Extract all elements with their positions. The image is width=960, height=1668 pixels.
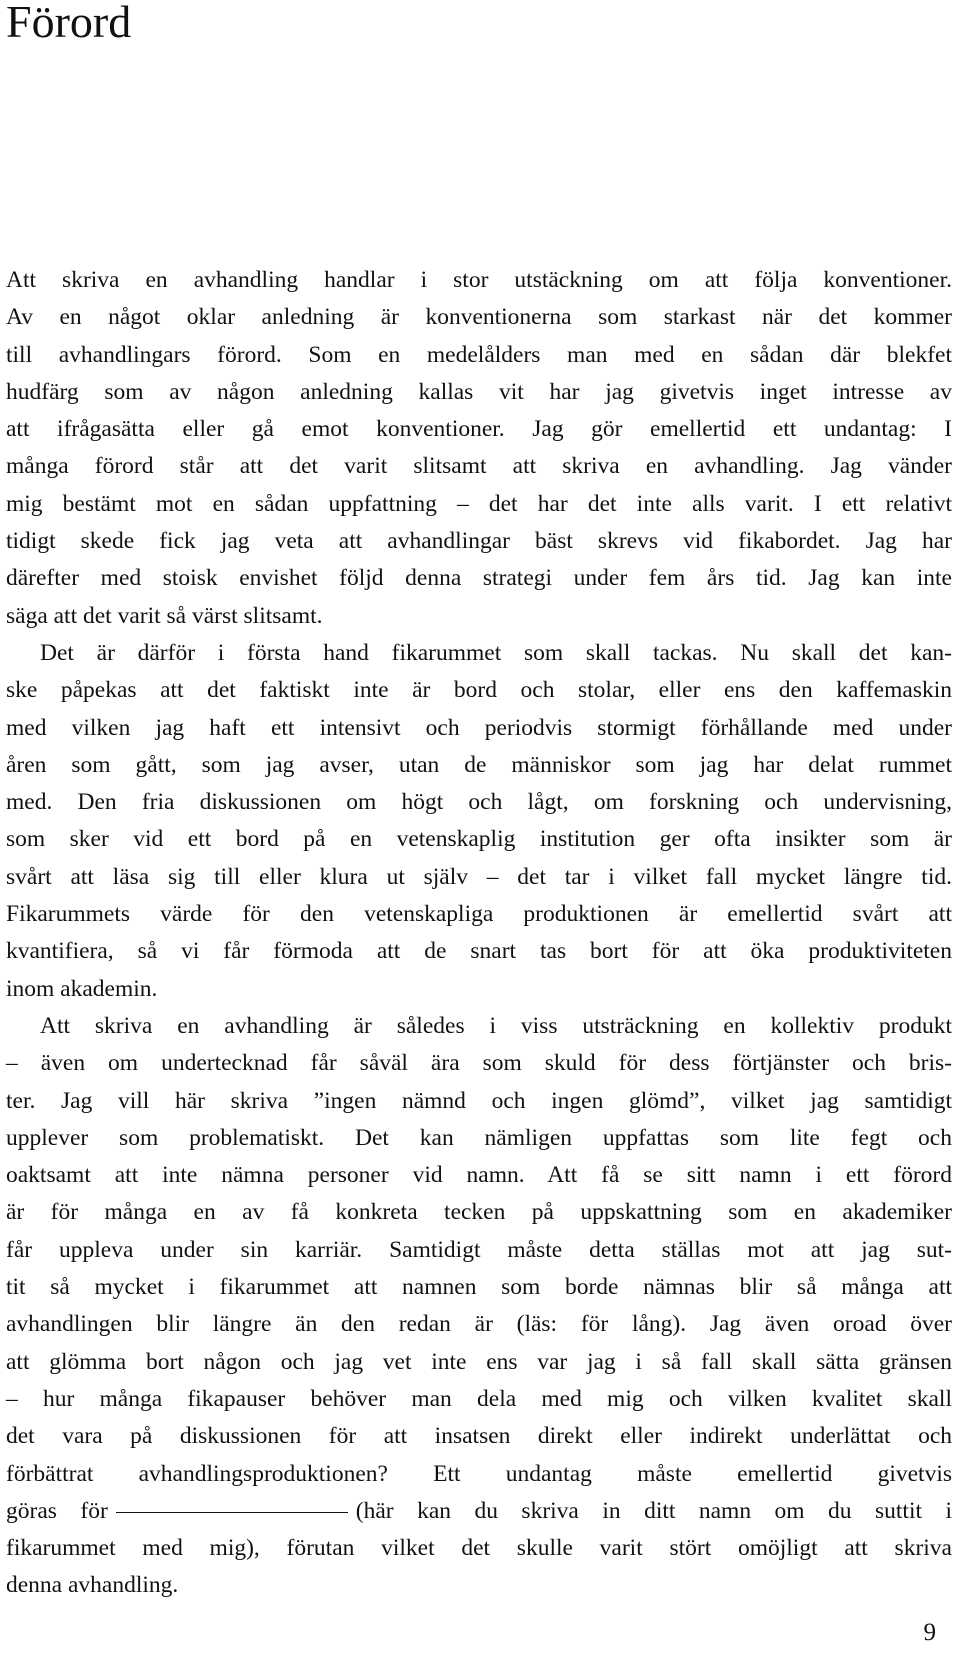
text-line: att glömma bort någon och jag vet inte ens var jag i så fall skall sätta gränsen (6, 1348, 952, 1375)
text-line: kvantifiera, så vi får förmoda att de snart tas bort för att öka produktiviteten (6, 938, 952, 965)
text-line: är för många en av få konkreta tecken på uppskattning som en akademiker (6, 1199, 952, 1226)
text-line: förbättrat avhandlingsproduktionen? Ett undantag måste emellertid givetvis (6, 1460, 952, 1487)
text-line: – hur många fikapauser behöver man dela med mig och vilken kvalitet skall (6, 1385, 952, 1412)
text-line: oaktsamt att inte nämna personer vid namn. Att få se sitt namn i ett förord (6, 1162, 952, 1189)
text-line: som sker vid ett bord på en vetenskaplig institution ger ofta insikter som är (6, 826, 952, 853)
text-line: säga att det varit så värst slitsamt. (6, 602, 323, 629)
paragraph-2 (6, 635, 952, 1008)
foreword-body (6, 262, 952, 1605)
text-line: hudfärg som av någon anledning kallas vit har jag givetvis inget intresse av (6, 378, 952, 405)
page-title: Förord (6, 0, 132, 47)
blank-line-suffix: (här kan du skriva in ditt namn om du suttit i (355, 1497, 952, 1524)
text-line: – även om undertecknad får såväl ära som skuld för dess förtjänster och bris- (6, 1050, 952, 1077)
text-line: därefter med stoisk envishet följd denna strategi under fem års tid. Jag kan inte (6, 565, 952, 592)
text-line: inom akademin. (6, 975, 158, 1002)
text-line: till avhandlingars förord. Som en medelålders man med en sådan där blekfet (6, 341, 952, 368)
paragraph-1 (6, 262, 952, 635)
text-line: Det är därför i första hand fikarummet som skall tackas. Nu skall det kan- (40, 639, 952, 666)
text-line: svårt att läsa sig till eller klura ut själv – det tar i vilket fall mycket längre tid. (6, 863, 952, 890)
text-line: tidigt skede fick jag veta att avhandlingar bäst skrevs vid fikabordet. Jag har (6, 528, 952, 555)
paragraph-3 (6, 1008, 952, 1605)
text-line: Att skriva en avhandling handlar i stor utstäckning om att följa konventioner. (6, 267, 952, 293)
text-line: denna avhandling. (6, 1572, 179, 1599)
text-line: ter. Jag vill här skriva ”ingen nämnd och ingen glömd”, vilket jag samtidigt (6, 1087, 952, 1114)
text-line: upplever som problematiskt. Det kan nämligen uppfattas som lite fegt och (6, 1124, 952, 1151)
text-line: många förord står att det varit slitsamt att skriva en avhandling. Jag vänder (6, 453, 952, 480)
name-fill-in-blank (116, 1511, 348, 1513)
text-line: tit så mycket i fikarummet att namnen som borde nämnas blir så många att (6, 1274, 952, 1301)
text-line: med. Den fria diskussionen om högt och lågt, om forskning och undervisning, (6, 789, 952, 816)
text-line: fikarummet med mig), förutan vilket det skulle varit stört omöjligt att skriva (6, 1535, 952, 1562)
text-line: med vilken jag haft ett intensivt och periodvis stormigt förhållande med under (6, 714, 952, 741)
text-line-with-blank (6, 1493, 952, 1530)
text-line: att ifrågasätta eller gå emot konventioner. Jag gör emellertid ett undantag: I (6, 416, 952, 443)
text-line: åren som gått, som jag avser, utan de människor som jag har delat rummet (6, 751, 952, 778)
text-line: det vara på diskussionen för att insatsen direkt eller indirekt underlättat och (6, 1423, 952, 1450)
blank-line-prefix: göras för (6, 1497, 108, 1524)
text-line: får uppleva under sin karriär. Samtidigt måste detta ställas mot att jag sut- (6, 1236, 952, 1263)
text-line: mig bestämt mot en sådan uppfattning – det har det inte alls varit. I ett relativt (6, 490, 952, 517)
text-line: Av en något oklar anledning är konventionerna som starkast när det kommer (6, 304, 952, 331)
text-line: Att skriva en avhandling är således i viss utsträckning en kollektiv produkt (40, 1012, 952, 1039)
text-line: ske påpekas att det faktiskt inte är bord och stolar, eller ens den kaffemaskin (6, 677, 952, 704)
text-line: avhandlingen blir längre än den redan är (läs: för lång). Jag även oroad över (6, 1311, 952, 1338)
page-number: 9 (923, 1619, 936, 1646)
text-line: Fikarummets värde för den vetenskapliga produktionen är emellertid svårt att (6, 901, 952, 928)
